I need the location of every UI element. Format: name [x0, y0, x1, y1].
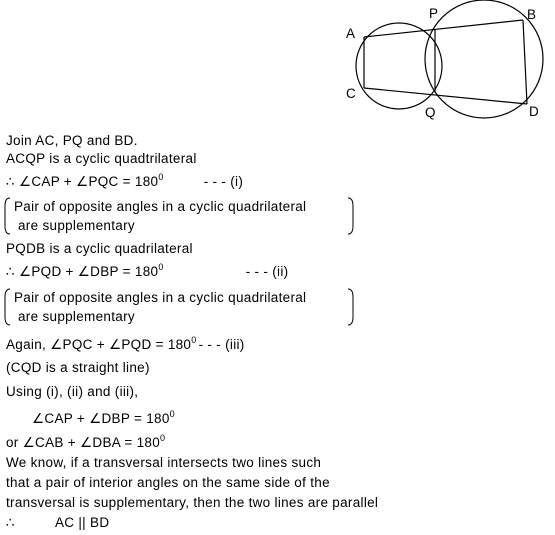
- therefore-symbol: ∴: [6, 515, 15, 530]
- equation-4-body: ∠CAP + ∠DBP = 180: [32, 411, 170, 426]
- text-theorem-1: We know, if a transversal intersects two lines such: [6, 455, 322, 470]
- text-straight-line: (CQD is a straight line): [6, 360, 150, 375]
- label-c: C: [346, 86, 356, 101]
- equation-2-body: ∴ ∠PQD + ∠DBP = 180: [6, 264, 159, 279]
- line-bd: [523, 20, 527, 104]
- label-b: B: [527, 7, 537, 22]
- reason-2-line-b: are supplementary: [18, 309, 135, 324]
- text-join: Join AC, PQ and BD.: [6, 133, 138, 148]
- line-ab: [364, 20, 523, 37]
- degree-sup: 0: [158, 262, 164, 272]
- text-acqp-cyclic: ACQP is a cyclic quadtrilateral: [6, 151, 197, 166]
- degree-sup: 0: [158, 172, 164, 182]
- label-a: A: [346, 26, 356, 41]
- equation-4: [32, 410, 175, 429]
- label-d: D: [529, 104, 539, 119]
- equation-5: [6, 434, 165, 453]
- equation-3: [6, 336, 245, 355]
- reason-2-line-a: Pair of opposite angles in a cyclic quadrilateral: [14, 290, 307, 305]
- reason-2: [4, 287, 364, 327]
- geometry-figure: [0, 0, 555, 130]
- text-theorem-2: that a pair of interior angles on the same side of the: [6, 475, 330, 490]
- text-pqdb-cyclic: PQDB is a cyclic quadrilateral: [6, 241, 193, 256]
- text-using: Using (i), (ii) and (iii),: [6, 384, 139, 399]
- label-q: Q: [425, 105, 436, 120]
- degree-sup: 0: [160, 433, 166, 443]
- conclusion-text: AC || BD: [54, 515, 110, 530]
- equation-3-body: Again, ∠PQC + ∠PQD = 180: [6, 337, 192, 352]
- equation-2: [6, 263, 288, 282]
- degree-sup: 0: [169, 409, 175, 419]
- equation-1: [6, 173, 243, 192]
- equation-5-body: or ∠CAB + ∠DBA = 180: [6, 435, 161, 450]
- conclusion: [6, 514, 109, 531]
- reason-1-line-a: Pair of opposite angles in a cyclic quadrilateral: [14, 199, 307, 214]
- text-theorem-3: transversal is supplementary, then the two lines are parallel: [6, 495, 379, 510]
- reason-1: [4, 196, 364, 236]
- line-cd: [364, 88, 527, 104]
- reason-1-line-b: are supplementary: [18, 218, 135, 233]
- degree-sup: 0: [191, 335, 197, 345]
- equation-1-tag: - - - (i): [203, 174, 244, 189]
- equation-1-body: ∴ ∠CAP + ∠PQC = 180: [6, 174, 159, 189]
- equation-3-tag: - - - (iii): [198, 337, 245, 352]
- label-p: P: [429, 6, 439, 21]
- equation-2-tag: - - - (ii): [245, 264, 289, 279]
